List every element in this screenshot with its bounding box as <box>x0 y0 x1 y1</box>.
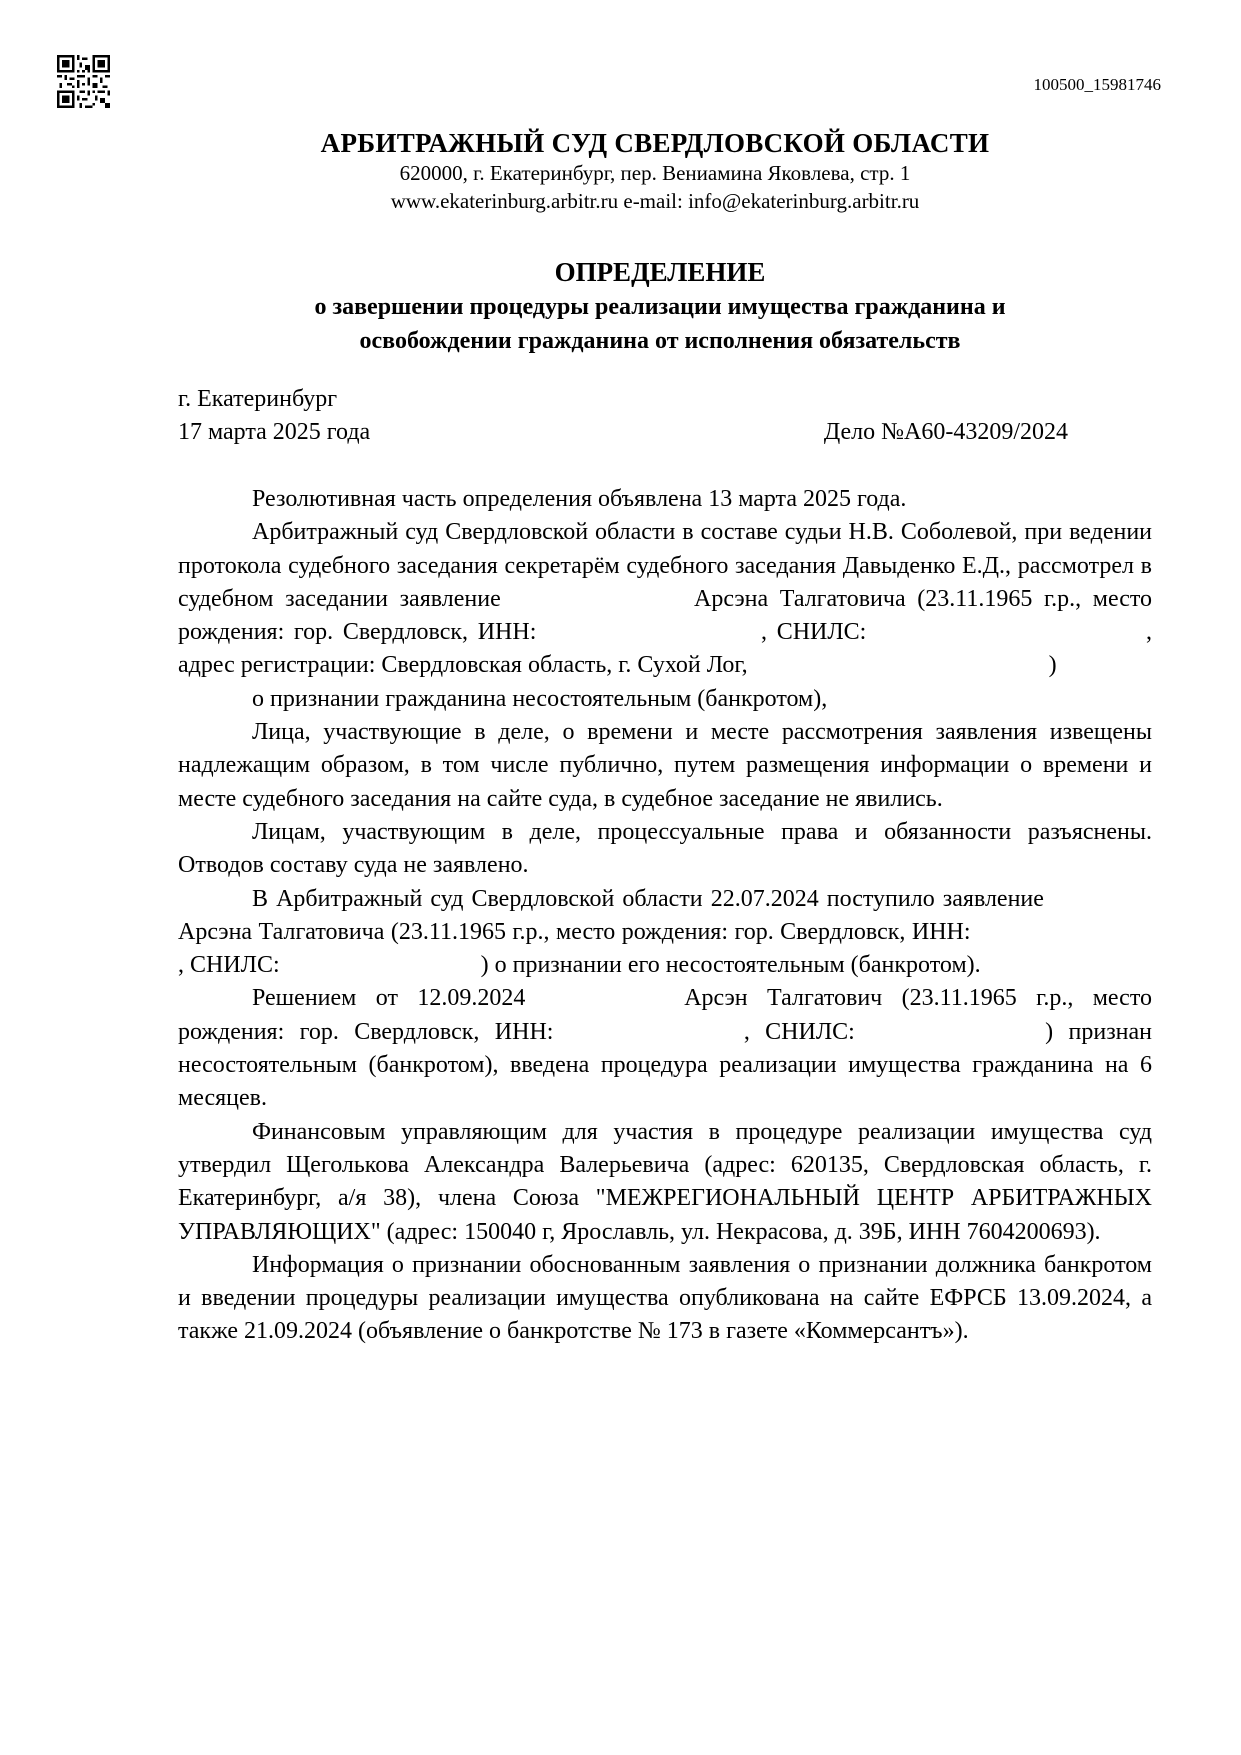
document-date: 17 марта 2025 года <box>178 419 371 445</box>
paragraph-notification: Лица, участвующие в деле, о времени и месте рассмотрения заявления извещены надлежащим образом, в том числе публично, путем размещения информации о времени и месте судебного заседания на сайте суда, в судебное заседание не явились. <box>178 719 1152 812</box>
paragraph-text: , СНИЛС: <box>761 619 867 646</box>
document-heading <box>0 254 1241 358</box>
court-header <box>0 127 1241 215</box>
document-body <box>178 483 1152 1349</box>
paragraph-text: , СНИЛС: <box>743 1018 855 1045</box>
paragraph-text: Арсэн Талгатович (23.11.1965 г.р., место рождения: гор. Свердловск, ИНН: <box>178 985 1152 1045</box>
paragraph-filing <box>178 883 1152 983</box>
paragraph-text: Арсэна Талгатовича (23.11.1965 г.р., место рождения: гор. Свердловск, ИНН: <box>178 918 971 945</box>
paragraph-text: Арсэна Талгатовича (23.11.1965 г.р., место рождения: гор. Свердловск, ИНН: <box>178 585 1153 646</box>
paragraph-text: ) признан несостоятельным (банкротом), введена процедура реализации имущества гражданина на 6 месяцев. <box>178 1018 1153 1112</box>
paragraph-text: ) <box>1048 652 1057 679</box>
court-contacts: www.ekaterinburg.arbitr.ru e-mail: info@ekaterinburg.arbitr.ru <box>390 189 920 213</box>
paragraph-petition: о признании гражданина несостоятельным (банкротом), <box>252 685 828 712</box>
document-subject-line-1: о завершении процедуры реализации имущества гражданина и <box>314 294 1006 320</box>
paragraph-text: ) о признании его несостоятельным (банкротом). <box>480 952 981 979</box>
qr-code-icon <box>57 55 110 108</box>
document-subject-line-2: освобождении гражданина от исполнения обязательств <box>359 328 961 354</box>
case-number: Дело №А60-43209/2024 <box>823 419 1068 445</box>
paragraph-text: Решением от 12.09.2024 <box>252 985 526 1012</box>
document-number: 100500_15981746 <box>1033 75 1161 94</box>
paragraph-text: В Арбитражный суд Свердловской области 22.07.2024 поступило заявление <box>252 885 1044 912</box>
document-meta <box>178 383 1068 449</box>
paragraph-publication: Информация о признании обоснованным заявления о признании должника банкротом и введении процедуры реализации имущества опубликована на сайте ЕФРСБ 13.09.2024, а также 21.09.2024 (объявление о банкротстве № 173 в газете «Коммерсантъ»). <box>178 1251 1152 1345</box>
paragraph-text: , СНИЛС: <box>178 952 280 979</box>
paragraph-text: , адрес регистрации: Свердловская область, г. Сухой Лог, <box>178 619 1153 679</box>
court-name: АРБИТРАЖНЫЙ СУД СВЕРДЛОВСКОЙ ОБЛАСТИ <box>320 128 990 158</box>
court-address: 620000, г. Екатеринбург, пер. Вениамина Яковлева, стр. 1 <box>399 161 911 185</box>
paragraph-court-composition <box>178 516 1152 682</box>
paragraph-financial-manager: Финансовым управляющим для участия в процедуре реализации имущества суд утвердил Щеголькова Александра Валерьевича (адрес: 620135, Свердловская область, г. Екатеринбург, а/я 38), члена Союза "МЕЖРЕГИОНАЛЬНЫЙ ЦЕНТР АРБИТРАЖНЫХ УПРАВЛЯЮЩИХ" (адрес: 150040 г, Ярославль, ул. Некрасова, д. 39Б, ИНН 7604200693). <box>178 1118 1152 1245</box>
document-type: ОПРЕДЕЛЕНИЕ <box>554 257 766 287</box>
document-city: г. Екатеринбург <box>178 386 338 412</box>
paragraph-text: Арбитражный суд Свердловской области в составе судьи Н.В. Соболевой, при ведении протокола судебного заседания секретарём судебного заседания Давыденко Е.Д., рассмотрел в судебном заседании заявление <box>178 519 1152 612</box>
paragraph-decision <box>178 982 1152 1115</box>
paragraph-rights: Лицам, участвующим в деле, процессуальные права и обязанности разъяснены. Отводов составу суда не заявлено. <box>178 818 1152 879</box>
paragraph-resolution: Резолютивная часть определения объявлена 13 марта 2025 года. <box>252 486 907 512</box>
